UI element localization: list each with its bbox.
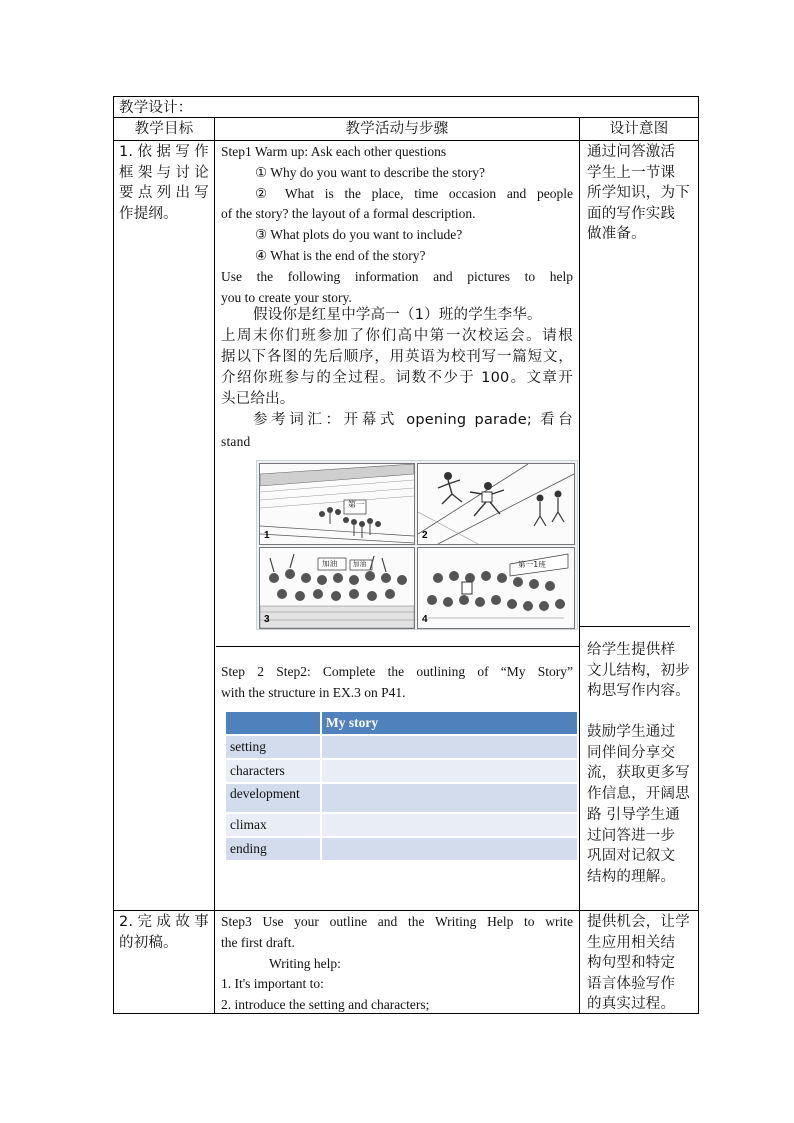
outline-characters: characters — [226, 759, 321, 783]
col-divider-1 — [214, 117, 215, 1014]
panel-2-races: 2 — [417, 463, 575, 545]
question-1: ① Why do you want to describe the story? — [255, 164, 486, 180]
question-2: ② What is the place, time occasion and people — [255, 185, 573, 201]
sports-meet-illustration — [256, 460, 578, 630]
outline-climax: climax — [226, 813, 321, 837]
instruction: Use the following information and pictures to help — [221, 268, 573, 284]
step1-block: Step1 Warm up: Ask each other questions ① Why do you want to describe the story? ② What is the place, time occasion and people of the story? the layout of a formal description. ③ What plots do you want to include? ④ What is the end of the story? Use the following information and pictures to help you to create your story. — [221, 144, 573, 305]
outline-ending-cell[interactable] — [321, 837, 577, 861]
story-table-header: My story — [321, 712, 577, 735]
outline-characters-cell[interactable] — [321, 759, 577, 783]
step2-block: Step 2 Step2: Complete the outlining of “My Story” with the structure in EX.3 on P41. — [221, 664, 573, 700]
rule-row2 — [113, 910, 699, 911]
question-4: ④ What is the end of the story? — [255, 247, 426, 263]
page-title: 教学设计： — [119, 100, 193, 116]
outline-setting-cell[interactable] — [321, 735, 577, 759]
intent-2: 给学生提供样 文儿结构，初步 构思写作内容。 — [587, 642, 690, 699]
intent-3: 鼓励学生通过 同伴间分享交 流，获取更多写 作信息，开阔思 路 引导学生通 过问答进一步 巩固对记叙文 结构的理解。 — [587, 724, 690, 885]
rule-intent2 — [580, 626, 690, 627]
rule-columns — [113, 140, 699, 141]
outline-ending: ending — [226, 837, 321, 861]
column-header-activity: 教学活动与步骤 — [345, 121, 449, 137]
goal-2: 2.完成故事 的初稿。 — [119, 914, 209, 951]
outline-development-cell[interactable] — [321, 783, 577, 813]
question-3: ③ What plots do you want to include? — [255, 227, 463, 243]
col-divider-2 — [579, 117, 580, 1014]
task-description: 假设你是红星中学高一（1）班的学生李华。 上周末你们班参加了你们高中第一次校运会。请根 据以下各图的先后顺序，用英语为校刊写一篇短文， 介绍你班参与的全过程。词数不少于 100。文章开 头已给出。 参考词汇：开幕式 opening parade; 看台 stand — [221, 307, 573, 449]
outline-development: development — [226, 783, 321, 813]
intent-row2: 提供机会，让学 生应用相关结 构句型和特定 语言体验写作 的真实过程。 — [587, 914, 690, 1012]
my-story-outline-table — [226, 712, 577, 862]
vocab-hint: 参考词汇：开幕式 opening parade; 看台 — [253, 412, 573, 428]
rule-header — [113, 117, 699, 118]
rule-step2 — [216, 646, 579, 647]
goal-1: 1.依据写作 框架与讨论 要点列出写 作提纲。 — [119, 144, 209, 222]
panel-1-opening-parade: 第一 1 — [259, 463, 415, 545]
panel-4-team-photo: 第一1班 4 — [417, 547, 575, 629]
intent-1: 通过问答激活 学生上一节课 所学知识，为下 面的写作实践 做准备。 — [587, 144, 690, 242]
step1-title: Step1 Warm up: Ask each other questions — [221, 144, 447, 159]
writing-help-title: Writing help: — [269, 955, 341, 971]
step3-block: Step3 Use your outline and the Writing Help to write the first draft. Writing help: 1. It's important to: 2. introduce the setting and characters; — [221, 914, 573, 1013]
column-header-goal: 教学目标 — [134, 121, 194, 137]
outline-climax-cell[interactable] — [321, 813, 577, 837]
outline-setting: setting — [226, 735, 321, 759]
column-header-intent: 设计意图 — [609, 121, 669, 137]
panel-3-cheering: 加油 加油 3 — [259, 547, 415, 629]
